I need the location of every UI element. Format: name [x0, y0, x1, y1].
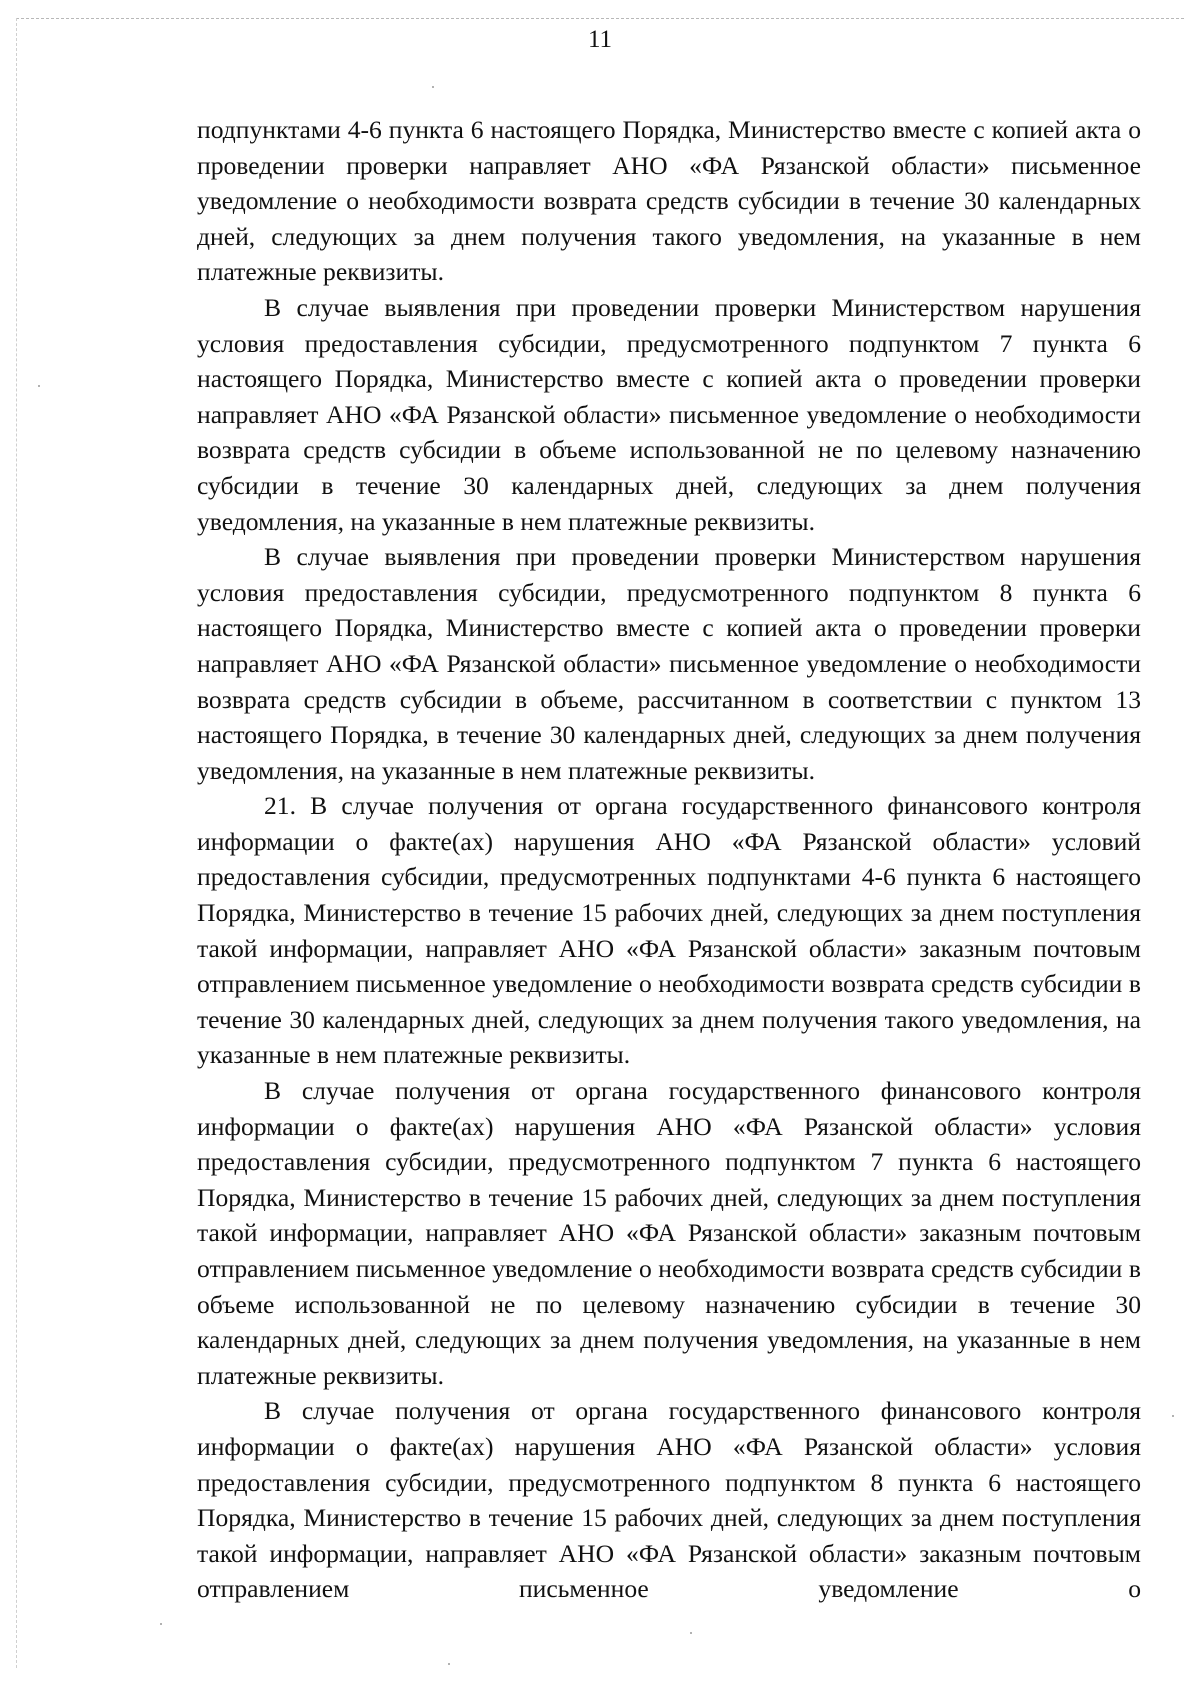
paragraph-continued: подпунктами 4-6 пункта 6 настоящего Порядка, Министерство вместе с копией акта о проведении проверки направляет АНО «ФА Рязанской области» письменное уведомление о необходимости возврата средств субсидии в течение 30 календарных дней, следующих за днем получения такого уведомления, на указанные в нем платежные реквизиты. [197, 115, 1141, 287]
paragraph: В случае получения от органа государственного финансового контроля информации о факте(ах) нарушения АНО «ФА Рязанской области» условия предоставления субсидии, предусмотренного подпунктом 7 пункта 6 настоящего Порядка, Министерство в течение 15 рабочих дней, следующих за днем поступления такой информации, направляет АНО «ФА Рязанской области» заказным почтовым отправлением письменное уведомление о необходимости возврата средств субсидии в объеме использованной не по целевому назначению субсидии в течение 30 календарных дней, следующих за днем получения уведомления, на указанные в нем платежные реквизиты. [197, 1076, 1141, 1390]
scan-speck [160, 1623, 162, 1625]
paragraph-cut-off: В случае получения от органа государственного финансового контроля информации о факте(ах) нарушения АНО «ФА Рязанской области» условия предоставления субсидии, предусмотренного подпунктом 8 пункта 6 настоящего Порядка, Министерство в течение 15 рабочих дней, следующих за днем поступления такой информации, направляет АНО «ФА Рязанской области» заказным почтовым отправлением письменное уведомление о [197, 1396, 1141, 1604]
scan-speck [448, 1663, 450, 1665]
scan-speck [38, 385, 40, 387]
scan-speck [690, 1632, 692, 1634]
paragraph: В случае выявления при проведении проверки Министерством нарушения условия предоставления субсидии, предусмотренного подпунктом 8 пункта 6 настоящего Порядка, Министерство вместе с копией акта о проведении проверки направляет АНО «ФА Рязанской области» письменное уведомление о необходимости возврата средств субсидии в объеме, рассчитанном в соответствии с пунктом 13 настоящего Порядка, в течение 30 календарных дней, следующих за днем получения уведомления, на указанные в нем платежные реквизиты. [197, 542, 1141, 785]
scan-speck [1172, 1415, 1174, 1417]
paragraph: В случае выявления при проведении проверки Министерством нарушения условия предоставления субсидии, предусмотренного подпунктом 7 пункта 6 настоящего Порядка, Министерство вместе с копией акта о проведении проверки направляет АНО «ФА Рязанской области» письменное уведомление о необходимости возврата средств субсидии в объеме использованной не по целевому назначению субсидии в течение 30 календарных дней, следующих за днем получения уведомления, на указанные в нем платежные реквизиты. [197, 292, 1141, 536]
scan-speck [432, 86, 434, 88]
paragraph-item-21: 21. В случае получения от органа государственного финансового контроля информации о факте(ах) нарушения АНО «ФА Рязанской области» условий предоставления субсидии, предусмотренных подпунктами 4-6 пункта 6 настоящего Порядка, Министерство в течение 15 рабочих дней, следующих за днем поступления такой информации, направляет АНО «ФА Рязанской области» заказным почтовым отправлением письменное уведомление о необходимости возврата средств субсидии в течение 30 календарных дней, следующих за днем получения такого уведомления, на указанные в нем платежные реквизиты. [197, 791, 1141, 1070]
scan-border-left [16, 18, 17, 1668]
page-number: 11 [587, 26, 613, 53]
document-body [197, 112, 1141, 1607]
scan-border-top [16, 18, 1184, 19]
